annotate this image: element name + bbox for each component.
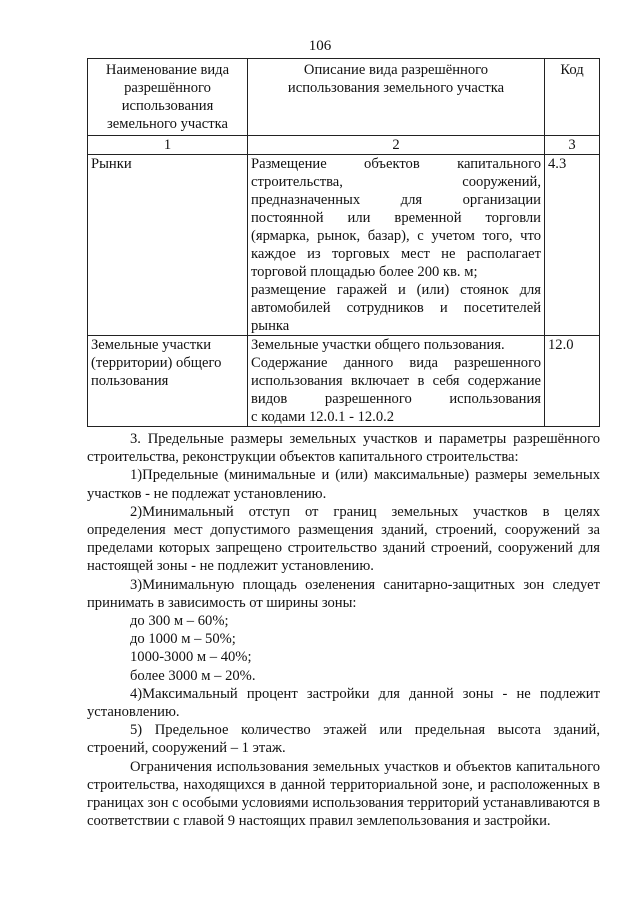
greening-list-item: до 1000 м – 50%; — [130, 631, 236, 648]
table-header-row — [88, 59, 600, 136]
header-code: Код — [545, 59, 600, 136]
row-use-description — [248, 155, 545, 336]
greening-list-item: более 3000 м – 20%. — [130, 667, 256, 684]
table-column-numbers-row — [88, 136, 600, 155]
greening-list-item: до 300 м – 60%; — [130, 613, 229, 630]
description-line: рынка — [251, 318, 290, 334]
paragraph-max-floors: 5) Предельное количество этажей или предельная высота зданий, строений, сооружений – 1 этаж. — [87, 722, 600, 757]
description-line: каждое из торговых мест не располагает — [251, 246, 541, 262]
land-use-table — [87, 58, 600, 427]
description-line: автомобилей сотрудников и посетителей — [251, 300, 541, 316]
greening-list-item: 1000-3000 м – 40%; — [130, 649, 252, 666]
paragraph-restrictions: Ограничения использования земельных участков и объектов капитального строительства, находящихся в данной территориальной зоне, и расположенных в границах зон с особыми условиями использования территорий устанавливаются в соответствии с главой 9 настоящих правил землепользования и застройки. — [87, 758, 600, 830]
column-number: 1 — [88, 136, 248, 155]
paragraph-limit-sizes: 3. Предельные размеры земельных участков и параметры разрешённого строительства, реконструкции объектов капитального строительства: — [87, 431, 600, 466]
row-use-description — [248, 336, 545, 427]
row-use-name: Земельные участки (территории) общего пользования — [88, 336, 248, 427]
paragraph-min-greening: 3)Минимальную площадь озеленения санитарно-защитных зон следует принимать в зависимость от ширины зоны: — [87, 576, 600, 611]
row-code: 4.3 — [545, 155, 600, 336]
header-use-name: Наименование вида разрешённого использования земельного участка — [88, 59, 248, 136]
column-number: 3 — [545, 136, 600, 155]
description-line: Размещение объектов капитального — [251, 156, 541, 172]
row-use-name: Рынки — [88, 155, 248, 336]
header-use-description: Описание вида разрешённого использования земельного участка — [248, 59, 545, 136]
document-body-text — [87, 430, 600, 830]
paragraph-plot-sizes: 1)Предельные (минимальные и (или) максимальные) размеры земельных участков - не подлежат установлению. — [87, 467, 600, 502]
description-line: (ярмарка, рынок, базар), с учетом того, что — [251, 228, 541, 244]
description-line: размещение гаражей и (или) стоянок для — [251, 282, 541, 298]
table-row — [88, 155, 600, 336]
row-code: 12.0 — [545, 336, 600, 427]
description-line: Содержание данного вида разрешенного — [251, 355, 541, 371]
description-line: торговой площадью более 200 кв. м; — [251, 264, 478, 280]
paragraph-max-building-percent: 4)Максимальный процент застройки для данной зоны - не подлежит установлению. — [87, 685, 600, 721]
description-line: строительства, сооружений, — [251, 174, 541, 190]
paragraph-min-setback: 2)Минимальный отступ от границ земельных участков в целях определения мест допустимого размещения зданий, строений, сооружений за пределами которых запрещено строительство зданий строений, сооружений для настоящей зоны - не подлежит установлению. — [87, 503, 600, 575]
description-line: использования включает в себя содержание — [251, 373, 541, 389]
description-line: Земельные участки общего пользования. — [251, 337, 505, 353]
page-number: 106 — [308, 38, 332, 54]
column-number: 2 — [248, 136, 545, 155]
description-line: постоянной или временной торговли — [251, 210, 541, 226]
description-line: предназначенных для организации — [251, 192, 541, 208]
table-row — [88, 336, 600, 427]
description-line: с кодами 12.0.1 - 12.0.2 — [251, 409, 395, 425]
description-line: видов разрешенного использования — [251, 391, 541, 407]
